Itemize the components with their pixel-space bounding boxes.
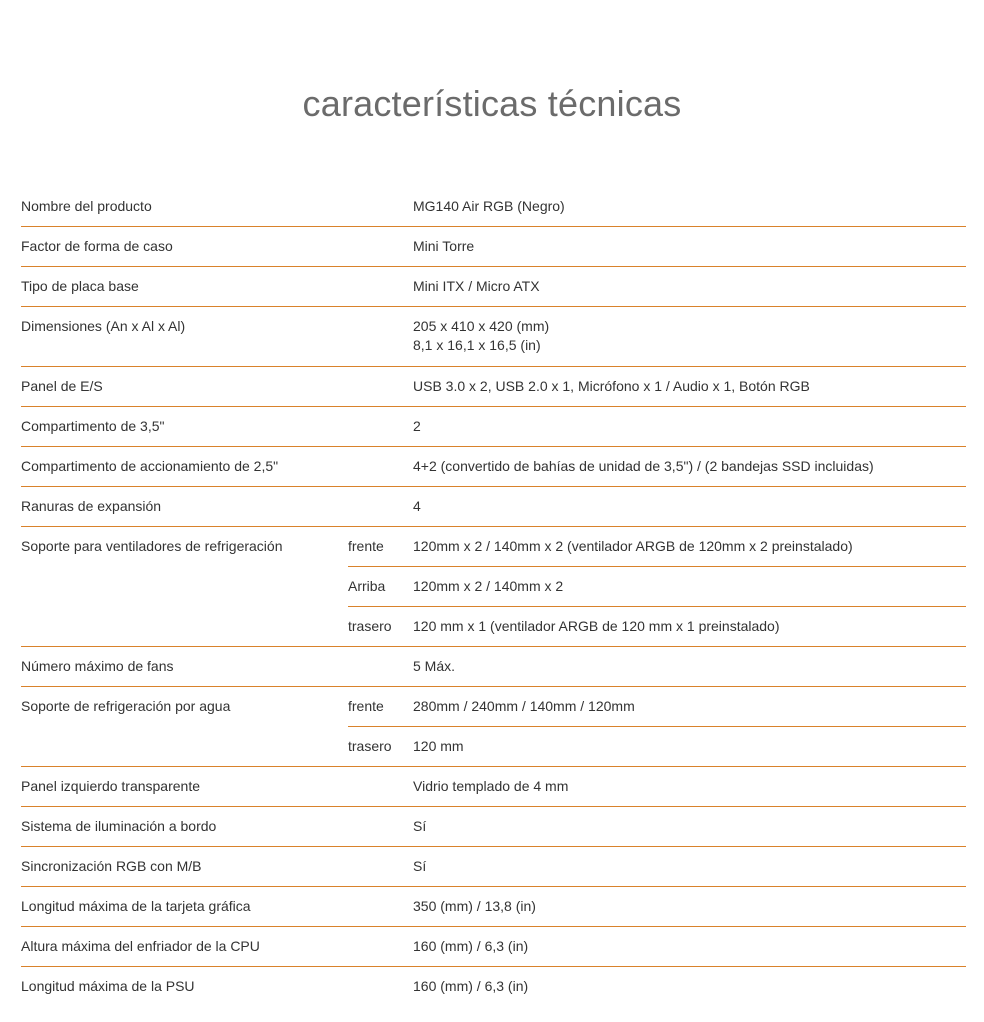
spec-label: Soporte de refrigeración por agua [21, 698, 231, 714]
spec-value: 5 Máx. [413, 658, 456, 674]
dimensions-in: 8,1 x 16,1 x 16,5 (in) [413, 337, 541, 353]
spec-value: 120mm x 2 / 140mm x 2 (ventilador ARGB de 120mm x 2 preinstalado) [413, 538, 853, 554]
spec-label: Factor de forma de caso [21, 238, 173, 254]
spec-row-fan-support [21, 527, 966, 647]
spec-label: Soporte para ventiladores de refrigeración [21, 538, 283, 554]
spec-row-expansion-slots [21, 487, 966, 527]
sub-label: frente [348, 538, 384, 554]
spec-label: Dimensiones (An x Al x Al) [21, 318, 186, 334]
spec-value: 280mm / 240mm / 140mm / 120mm [413, 698, 635, 714]
sub-label: frente [348, 698, 384, 714]
spec-row-side-panel [21, 767, 966, 807]
spec-value: USB 3.0 x 2, USB 2.0 x 1, Micrófono x 1 / Audio x 1, Botón RGB [413, 378, 810, 394]
spec-row-cpu-cooler [21, 927, 966, 967]
spec-label: Número máximo de fans [21, 658, 174, 674]
sub-row-fan-rear [348, 606, 966, 646]
spec-row-motherboard [21, 267, 966, 307]
spec-value: Mini ITX / Micro ATX [413, 278, 540, 294]
spec-label: Sincronización RGB con M/B [21, 858, 202, 874]
spec-label: Longitud máxima de la tarjeta gráfica [21, 898, 251, 914]
spec-label: Compartimento de 3,5" [21, 418, 165, 434]
spec-row-psu-length [21, 967, 966, 1006]
spec-label: Sistema de iluminación a bordo [21, 818, 217, 834]
spec-table [21, 187, 966, 1006]
spec-label: Panel de E/S [21, 378, 103, 394]
spec-value: Mini Torre [413, 238, 475, 254]
spec-value: MG140 Air RGB (Negro) [413, 198, 565, 214]
spec-value: 2 [413, 418, 421, 434]
spec-label: Longitud máxima de la PSU [21, 978, 195, 994]
spec-value [413, 317, 966, 355]
spec-value: 120 mm [413, 738, 464, 754]
spec-label: Altura máxima del enfriador de la CPU [21, 938, 260, 954]
spec-value: 120mm x 2 / 140mm x 2 [413, 578, 564, 594]
spec-value: Sí [413, 818, 427, 834]
spec-value: Vidrio templado de 4 mm [413, 778, 569, 794]
spec-row-bay-35 [21, 407, 966, 447]
spec-value: 4 [413, 498, 421, 514]
spec-label: Panel izquierdo transparente [21, 778, 201, 794]
sub-label: Arriba [348, 578, 386, 594]
spec-value: 120 mm x 1 (ventilador ARGB de 120 mm x 1 preinstalado) [413, 618, 780, 634]
spec-row-io-panel [21, 367, 966, 407]
spec-label: Nombre del producto [21, 198, 152, 214]
spec-row-bay-25 [21, 447, 966, 487]
spec-value: 160 (mm) / 6,3 (in) [413, 938, 529, 954]
spec-row-rgb-sync [21, 847, 966, 887]
sub-row-fan-top [348, 566, 966, 606]
spec-value: 160 (mm) / 6,3 (in) [413, 978, 529, 994]
spec-label: Ranuras de expansión [21, 498, 162, 514]
spec-row-water-cooling [21, 687, 966, 767]
spec-value: 350 (mm) / 13,8 (in) [413, 898, 536, 914]
dimensions-mm: 205 x 410 x 420 (mm) [413, 318, 550, 334]
spec-row-gpu-length [21, 887, 966, 927]
spec-label: Tipo de placa base [21, 278, 139, 294]
sub-label: trasero [348, 618, 392, 634]
spec-row-dimensions [21, 307, 966, 367]
spec-row-form-factor [21, 227, 966, 267]
spec-label: Compartimento de accionamiento de 2,5" [21, 458, 279, 474]
page-title: características técnicas [302, 83, 682, 124]
sub-label: trasero [348, 738, 392, 754]
spec-row-product-name [21, 187, 966, 227]
spec-value: 4+2 (convertido de bahías de unidad de 3,5") / (2 bandejas SSD incluidas) [413, 458, 874, 474]
spec-row-lighting [21, 807, 966, 847]
sub-row-fan-front [21, 527, 966, 566]
sub-row-water-rear [348, 726, 966, 766]
spec-row-max-fans [21, 647, 966, 687]
spec-value: Sí [413, 858, 427, 874]
sub-row-water-front [21, 687, 966, 726]
